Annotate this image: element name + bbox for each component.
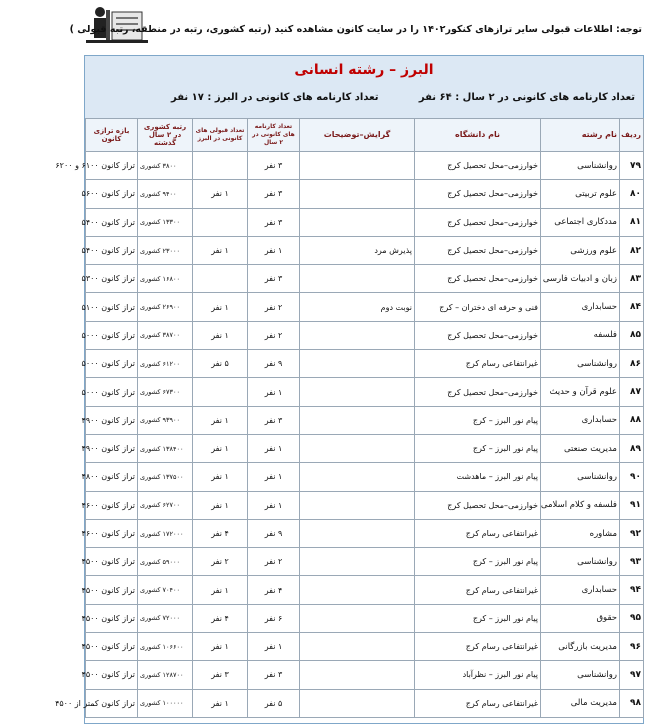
orientation: نوبت دوم [300, 293, 415, 321]
table-row [86, 689, 644, 717]
orientation [300, 208, 415, 236]
score-range: تراز کانون ۵۱۰۰ [86, 293, 138, 321]
accepted-count: ۴ نفر [193, 604, 248, 632]
score-range: تراز کانون ۴۹۰۰ [86, 434, 138, 462]
university-name: پیام نور البرز – نظرآباد [415, 661, 541, 689]
orientation [300, 576, 415, 604]
university-name: غیرانتفاعی رسام کرج [415, 633, 541, 661]
kanoon-count: ۹ نفر [248, 350, 300, 378]
accepted-count: ۳ نفر [193, 661, 248, 689]
kanoon-count: ۵ نفر [248, 689, 300, 717]
row-number: ۹۰ [620, 463, 644, 491]
col-range: بازه ترازی کانون [86, 119, 138, 152]
table-row [86, 463, 644, 491]
kanoon-count: ۳ نفر [248, 661, 300, 689]
total-reports: تعداد کارنامه های کانونی در ۲ سال : ۶۴ نفر [418, 92, 635, 103]
accepted-count: ۱ نفر [193, 236, 248, 264]
orientation [300, 661, 415, 689]
national-rank: ۱۰۰۰۰۰ کشوری [138, 689, 193, 717]
kanoon-count: ۶ نفر [248, 604, 300, 632]
national-rank: ۱۳۳۰۰ کشوری [138, 208, 193, 236]
orientation [300, 180, 415, 208]
major-name: روانشناسی [541, 152, 620, 180]
col-kanoon-2y: تعداد کارنامه های کانونی در ۲ سال [248, 119, 300, 152]
row-number: ۸۸ [620, 406, 644, 434]
score-range: تراز کانون ۵۴۰۰ [86, 236, 138, 264]
row-number: ۹۸ [620, 689, 644, 717]
major-name: حقوق [541, 604, 620, 632]
accepted-count: ۱ نفر [193, 321, 248, 349]
accepted-count: ۵ نفر [193, 350, 248, 378]
major-name: مددکاری اجتماعی [541, 208, 620, 236]
kanoon-count: ۳ نفر [248, 406, 300, 434]
major-name: زبان و ادبیات فارسی [541, 265, 620, 293]
orientation: پذیرش مرد [300, 236, 415, 264]
accepted-count: ۴ نفر [193, 519, 248, 547]
accepted-count: ۱ نفر [193, 689, 248, 717]
national-rank: ۷۲۰۰۰ کشوری [138, 604, 193, 632]
results-sheet [55, 55, 644, 724]
major-name: علوم تربیتی [541, 180, 620, 208]
kanoon-count: ۳ نفر [248, 152, 300, 180]
table-row [86, 293, 644, 321]
kanoon-count: ۱ نفر [248, 463, 300, 491]
row-number: ۹۲ [620, 519, 644, 547]
accepted-count: ۱ نفر [193, 633, 248, 661]
university-name: پیام نور البرز – کرج [415, 604, 541, 632]
major-name: مدیریت مالی [541, 689, 620, 717]
alborz-reports: تعداد کارنامه های کانونی در البرز : ۱۷ نفر [171, 92, 379, 103]
score-range: تراز کانون ۴۶۰۰ [86, 491, 138, 519]
kanoon-count: ۱ نفر [248, 491, 300, 519]
university-name: خوارزمی–محل تحصیل کرج [415, 152, 541, 180]
col-orientation: گرایش–توضیحات [300, 119, 415, 152]
sheet-header [85, 56, 643, 119]
score-range: تراز کانون ۵۰۰۰ [86, 321, 138, 349]
accepted-count [193, 265, 248, 293]
orientation [300, 378, 415, 406]
notice-text: توجه: اطلاعات قبولی سایر ترازهای کنکور۱۴۰۲ را در سایت کانون مشاهده کنید (رتبه کشوری، رتبه در منطقه، رتبه قبولی ) [69, 24, 642, 35]
orientation [300, 350, 415, 378]
table-row [86, 321, 644, 349]
university-name: خوارزمی–محل تحصیل کرج [415, 321, 541, 349]
national-rank: ۱۰۶۶۰۰ کشوری [138, 633, 193, 661]
major-name: حسابداری [541, 406, 620, 434]
orientation [300, 548, 415, 576]
table-row [86, 491, 644, 519]
score-range: تراز کانون ۴۵۰۰ [86, 548, 138, 576]
accepted-count: ۱ نفر [193, 463, 248, 491]
row-number: ۸۵ [620, 321, 644, 349]
university-name: خوارزمی–محل تحصیل کرج [415, 208, 541, 236]
national-rank: ۶۷۳۰۰ کشوری [138, 378, 193, 406]
table-row [86, 152, 644, 180]
table-header-row [86, 119, 644, 152]
orientation [300, 321, 415, 349]
accepted-count [193, 152, 248, 180]
score-range: تراز کانون ۵۰۰۰ [86, 350, 138, 378]
national-rank: ۹۴۰۰ کشوری [138, 180, 193, 208]
orientation [300, 689, 415, 717]
national-rank: ۲۶۹۰۰ کشوری [138, 293, 193, 321]
national-rank: ۳۸۰۰ کشوری [138, 152, 193, 180]
university-name: خوارزمی–محل تحصیل کرج [415, 180, 541, 208]
university-name: پیام نور البرز – کرج [415, 406, 541, 434]
major-name: فلسفه [541, 321, 620, 349]
row-number: ۸۴ [620, 293, 644, 321]
kanoon-count: ۳ نفر [248, 180, 300, 208]
kanoon-count: ۲ نفر [248, 321, 300, 349]
kanoon-count: ۲ نفر [248, 293, 300, 321]
orientation [300, 152, 415, 180]
university-name: خوارزمی–محل تحصیل کرج [415, 265, 541, 293]
row-number: ۷۹ [620, 152, 644, 180]
score-range: تراز کانون ۶۱۰۰ و ۶۲۰۰ [86, 152, 138, 180]
table-row [86, 434, 644, 462]
row-number: ۸۶ [620, 350, 644, 378]
accepted-count: ۲ نفر [193, 548, 248, 576]
national-rank: ۱۳۸۴۰۰ کشوری [138, 434, 193, 462]
orientation [300, 434, 415, 462]
major-name: روانشناسی [541, 350, 620, 378]
col-university: نام دانشگاه [415, 119, 541, 152]
score-range: تراز کانون ۵۰۰۰ [86, 378, 138, 406]
major-name: علوم قرآن و حدیث [541, 378, 620, 406]
row-number: ۸۱ [620, 208, 644, 236]
score-range: تراز کانون ۵۶۰۰ [86, 180, 138, 208]
row-number: ۹۵ [620, 604, 644, 632]
top-bar [0, 0, 650, 52]
row-number: ۹۱ [620, 491, 644, 519]
university-name: غیرانتفاعی رسام کرج [415, 689, 541, 717]
orientation [300, 491, 415, 519]
table-row [86, 633, 644, 661]
score-range: تراز کانون ۴۵۰۰ [86, 633, 138, 661]
results-table [55, 118, 644, 718]
university-name: فنی و حرفه ای دختران – کرج [415, 293, 541, 321]
university-name: خوارزمی–محل تحصیل کرج [415, 236, 541, 264]
national-rank: ۵۹۰۰۰ کشوری [138, 548, 193, 576]
table-row [86, 236, 644, 264]
table-row [86, 208, 644, 236]
kanoon-count: ۳ نفر [248, 208, 300, 236]
university-name: پیام نور البرز – کرج [415, 434, 541, 462]
score-range: تراز کانون کمتر از ۴۵۰۰ [86, 689, 138, 717]
national-rank: ۶۱۲۰۰ کشوری [138, 350, 193, 378]
major-name: روانشناسی [541, 661, 620, 689]
row-number: ۸۰ [620, 180, 644, 208]
score-range: تراز کانون ۴۹۰۰ [86, 406, 138, 434]
accepted-count: ۱ نفر [193, 406, 248, 434]
national-rank: ۱۶۸۰۰ کشوری [138, 265, 193, 293]
national-rank: ۳۸۷۰۰ کشوری [138, 321, 193, 349]
kanoon-count: ۳ نفر [248, 265, 300, 293]
kanoon-count: ۹ نفر [248, 519, 300, 547]
col-rank-2y: رتبه کشوری در ۲ سال گذشته [138, 119, 193, 152]
table-row [86, 548, 644, 576]
orientation [300, 604, 415, 632]
accepted-count: ۱ نفر [193, 434, 248, 462]
kanoon-count: ۲ نفر [248, 548, 300, 576]
university-name: خوارزمی–محل تحصیل کرج [415, 378, 541, 406]
score-range: تراز کانون ۵۴۰۰ [86, 208, 138, 236]
kanoon-count: ۱ نفر [248, 633, 300, 661]
table-row [86, 180, 644, 208]
table-row [86, 378, 644, 406]
university-name: غیرانتفاعی رسام کرج [415, 350, 541, 378]
university-name: غیرانتفاعی رسام کرج [415, 576, 541, 604]
national-rank: ۱۲۸۷۰۰ کشوری [138, 661, 193, 689]
national-rank: ۱۷۲۰۰۰ کشوری [138, 519, 193, 547]
col-accepted-alborz: تعداد قبولی های کانونی در البرز [193, 119, 248, 152]
orientation [300, 463, 415, 491]
major-name: مدیریت صنعتی [541, 434, 620, 462]
accepted-count [193, 208, 248, 236]
major-name: مدیریت بازرگانی [541, 633, 620, 661]
national-rank: ۲۳۰۰۰ کشوری [138, 236, 193, 264]
major-name: حسابداری [541, 576, 620, 604]
row-number: ۹۳ [620, 548, 644, 576]
score-range: تراز کانون ۴۵۰۰ [86, 604, 138, 632]
sheet-title: البرز – رشته انسانی [294, 62, 434, 78]
accepted-count: ۱ نفر [193, 576, 248, 604]
orientation [300, 633, 415, 661]
table-row [86, 661, 644, 689]
major-name: حسابداری [541, 293, 620, 321]
major-name: فلسفه و کلام اسلامی [541, 491, 620, 519]
accepted-count [193, 378, 248, 406]
accepted-count: ۱ نفر [193, 491, 248, 519]
row-number: ۸۲ [620, 236, 644, 264]
orientation [300, 265, 415, 293]
row-number: ۸۷ [620, 378, 644, 406]
national-rank: ۷۰۴۰۰ کشوری [138, 576, 193, 604]
table-row [86, 604, 644, 632]
kanoon-count: ۱ نفر [248, 378, 300, 406]
score-range: تراز کانون ۵۳۰۰ [86, 265, 138, 293]
score-range: تراز کانون ۴۸۰۰ [86, 463, 138, 491]
orientation [300, 406, 415, 434]
accepted-count: ۱ نفر [193, 180, 248, 208]
row-number: ۹۶ [620, 633, 644, 661]
table-row [86, 350, 644, 378]
score-range: تراز کانون ۴۵۰۰ [86, 576, 138, 604]
major-name: مشاوره [541, 519, 620, 547]
university-name: غیرانتفاعی رسام کرج [415, 519, 541, 547]
col-num: ردیف [620, 119, 644, 152]
score-range: تراز کانون ۴۵۰۰ [86, 661, 138, 689]
accepted-count: ۱ نفر [193, 293, 248, 321]
university-name: خوارزمی–محل تحصیل کرج [415, 491, 541, 519]
kanoon-count: ۱ نفر [248, 434, 300, 462]
table-row [86, 519, 644, 547]
national-rank: ۹۳۹۰۰ کشوری [138, 406, 193, 434]
kanoon-count: ۱ نفر [248, 236, 300, 264]
national-rank: ۶۲۷۰۰ کشوری [138, 491, 193, 519]
table-row [86, 406, 644, 434]
table-row [86, 265, 644, 293]
row-number: ۸۹ [620, 434, 644, 462]
orientation [300, 519, 415, 547]
national-rank: ۱۳۷۵۰۰ کشوری [138, 463, 193, 491]
university-name: پیام نور البرز – کرج [415, 548, 541, 576]
major-name: علوم ورزشی [541, 236, 620, 264]
major-name: روانشناسی [541, 548, 620, 576]
col-major: نام رشته [541, 119, 620, 152]
table-row [86, 576, 644, 604]
university-name: پیام نور البرز – ماهدشت [415, 463, 541, 491]
major-name: روانشناسی [541, 463, 620, 491]
kanoon-count: ۴ نفر [248, 576, 300, 604]
row-number: ۹۷ [620, 661, 644, 689]
row-number: ۹۴ [620, 576, 644, 604]
score-range: تراز کانون ۴۶۰۰ [86, 519, 138, 547]
row-number: ۸۳ [620, 265, 644, 293]
